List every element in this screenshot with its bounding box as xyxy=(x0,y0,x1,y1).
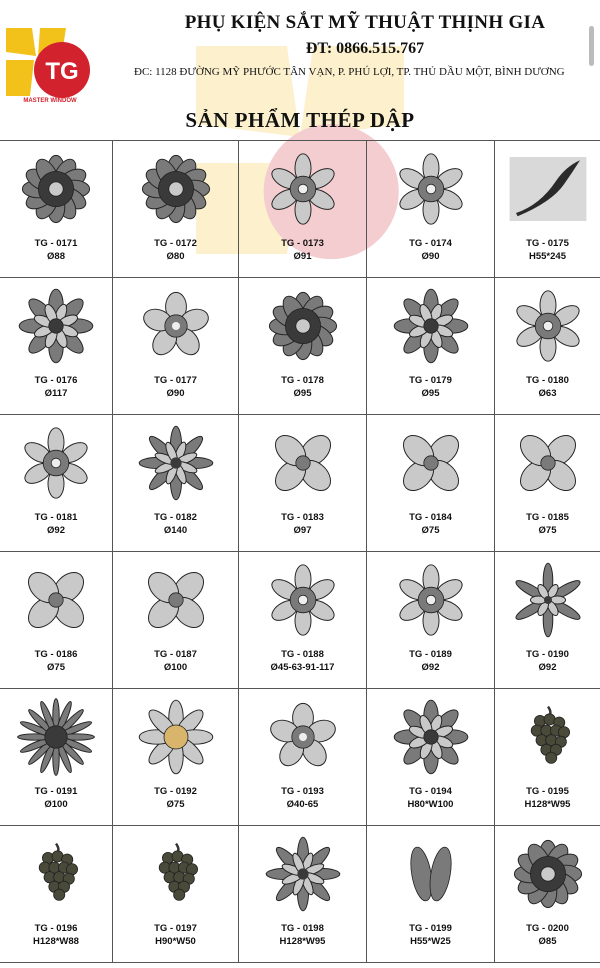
flower-five-petal-icon xyxy=(134,286,218,366)
snowflake-leaf-icon xyxy=(506,560,590,640)
product-size: H128*W88 xyxy=(33,936,79,947)
product-cell xyxy=(495,552,600,689)
sunflower-icon xyxy=(14,697,98,777)
product-cell xyxy=(239,552,367,689)
product-cell xyxy=(239,826,367,963)
star-flower-icon xyxy=(261,834,345,914)
product-caption xyxy=(495,648,600,674)
product-caption xyxy=(0,922,112,948)
product-cell xyxy=(113,141,239,278)
product-cell xyxy=(0,826,113,963)
product-code: TG - 0183 xyxy=(281,512,324,523)
flower-six-petal-icon xyxy=(389,149,473,229)
product-caption xyxy=(495,922,600,948)
product-size: Ø90 xyxy=(421,251,440,262)
four-leaf-icon xyxy=(134,560,218,640)
product-cell xyxy=(113,278,239,415)
product-cell xyxy=(113,689,239,826)
flower-rosette-icon xyxy=(134,149,218,229)
product-size: Ø63 xyxy=(538,388,557,399)
product-code: TG - 0191 xyxy=(34,786,78,797)
product-code: TG - 0179 xyxy=(409,375,452,386)
product-size: H128*W95 xyxy=(279,936,326,947)
product-cell xyxy=(0,689,113,826)
flower-layered-icon xyxy=(389,286,473,366)
product-cell xyxy=(113,552,239,689)
product-caption xyxy=(113,237,238,263)
product-code: TG - 0196 xyxy=(34,923,78,934)
flower-six-petal-icon xyxy=(261,149,345,229)
grape-cluster-icon xyxy=(506,697,590,777)
product-cell xyxy=(239,278,367,415)
product-cell xyxy=(367,826,495,963)
product-cell xyxy=(495,415,600,552)
product-cell xyxy=(0,141,113,278)
product-size: Ø95 xyxy=(293,388,312,399)
double-leaf-icon xyxy=(389,834,473,914)
product-cell xyxy=(367,278,495,415)
product-size: Ø88 xyxy=(47,251,65,262)
product-caption xyxy=(113,922,238,948)
grape-cluster-icon xyxy=(134,834,218,914)
product-caption xyxy=(0,785,112,811)
product-size: H55*245 xyxy=(529,251,566,262)
product-code: TG - 0193 xyxy=(281,786,324,797)
product-code: TG - 0192 xyxy=(154,786,197,797)
product-caption xyxy=(367,511,494,537)
product-caption xyxy=(239,511,366,537)
product-caption xyxy=(239,374,366,400)
flower-rosette-icon xyxy=(506,834,590,914)
header xyxy=(0,0,600,140)
product-caption xyxy=(113,511,238,537)
product-size: Ø75 xyxy=(166,799,185,810)
product-size: Ø85 xyxy=(538,936,557,947)
product-cell xyxy=(239,689,367,826)
product-code: TG - 0194 xyxy=(409,786,452,797)
logo-subtext: MASTER WINDOW xyxy=(23,98,77,104)
product-caption xyxy=(495,374,600,400)
product-size: H128*W95 xyxy=(524,799,571,810)
product-code: TG - 0172 xyxy=(154,238,197,249)
product-code: TG - 0186 xyxy=(34,649,78,660)
product-size: Ø95 xyxy=(421,388,440,399)
product-code: TG - 0171 xyxy=(34,238,78,249)
product-size: H55*W25 xyxy=(410,936,451,947)
product-caption xyxy=(0,511,112,537)
four-leaf-icon xyxy=(506,423,590,503)
product-caption xyxy=(367,785,494,811)
product-size: Ø92 xyxy=(421,662,440,673)
product-caption xyxy=(239,237,366,263)
product-size: H80*W100 xyxy=(407,799,454,810)
four-leaf-icon xyxy=(389,423,473,503)
product-cell xyxy=(113,826,239,963)
product-size: Ø92 xyxy=(47,525,65,536)
product-size: Ø80 xyxy=(166,251,185,262)
company-phone: ĐT: 0866.515.767 xyxy=(305,40,425,57)
product-caption xyxy=(113,785,238,811)
logo-text: TG xyxy=(45,58,79,85)
product-cell xyxy=(239,415,367,552)
product-size: Ø92 xyxy=(538,662,557,673)
product-caption xyxy=(239,922,366,948)
product-cell xyxy=(367,689,495,826)
flower-layered-icon xyxy=(389,697,473,777)
flower-rosette-icon xyxy=(14,149,98,229)
grape-cluster-icon xyxy=(14,834,98,914)
product-cell xyxy=(0,415,113,552)
product-code: TG - 0181 xyxy=(34,512,78,523)
product-caption xyxy=(367,374,494,400)
product-caption xyxy=(113,374,238,400)
flower-five-petal-icon xyxy=(261,697,345,777)
four-leaf-icon xyxy=(261,423,345,503)
product-code: TG - 0175 xyxy=(526,238,569,249)
star-flower-icon xyxy=(134,423,218,503)
product-cell xyxy=(239,141,367,278)
company-name: PHỤ KIỆN SẮT MỸ THUẬT THỊNH GIA xyxy=(184,12,546,33)
product-size: Ø40-65 xyxy=(286,799,319,810)
product-size: Ø100 xyxy=(44,799,68,810)
product-size: Ø75 xyxy=(421,525,440,536)
product-size: Ø91 xyxy=(293,251,312,262)
product-cell xyxy=(367,552,495,689)
product-code: TG - 0182 xyxy=(154,512,197,523)
product-size: Ø117 xyxy=(44,388,68,399)
product-caption xyxy=(495,511,600,537)
product-code: TG - 0174 xyxy=(409,238,452,249)
product-cell xyxy=(367,141,495,278)
product-code: TG - 0199 xyxy=(409,923,452,934)
product-size: H90*W50 xyxy=(155,936,196,947)
product-code: TG - 0173 xyxy=(281,238,324,249)
product-cell xyxy=(0,552,113,689)
product-code: TG - 0178 xyxy=(281,375,324,386)
flower-six-petal-icon xyxy=(14,423,98,503)
product-cell xyxy=(0,278,113,415)
daisy-icon xyxy=(134,697,218,777)
product-size: Ø140 xyxy=(163,525,188,536)
product-size: Ø90 xyxy=(166,388,185,399)
product-code: TG - 0195 xyxy=(526,786,569,797)
flower-layered-icon xyxy=(14,286,98,366)
scrollbar-thumb[interactable] xyxy=(589,26,594,66)
flower-six-petal-icon xyxy=(389,560,473,640)
product-code: TG - 0190 xyxy=(526,649,569,660)
product-caption xyxy=(495,237,600,263)
product-code: TG - 0189 xyxy=(409,649,452,660)
product-cell xyxy=(495,826,600,963)
product-code: TG - 0200 xyxy=(526,923,569,934)
flower-six-petal-icon xyxy=(506,286,590,366)
product-code: TG - 0185 xyxy=(526,512,569,523)
product-code: TG - 0198 xyxy=(281,923,324,934)
product-caption xyxy=(367,922,494,948)
product-size: Ø97 xyxy=(293,525,312,536)
company-address: ĐC: 1128 ĐƯỜNG MỸ PHƯỚC TÂN VẠN, P. PHÚ LỢI, TP. THỦ DẦU MỘT, BÌNH DƯƠNG xyxy=(134,66,565,78)
product-caption xyxy=(0,374,112,400)
product-code: TG - 0176 xyxy=(34,375,78,386)
product-caption xyxy=(367,648,494,674)
leaf-scroll-icon xyxy=(506,149,590,229)
product-size: Ø75 xyxy=(538,525,557,536)
product-caption xyxy=(367,237,494,263)
flower-six-petal-icon xyxy=(261,560,345,640)
product-code: TG - 0184 xyxy=(409,512,452,523)
product-caption xyxy=(0,237,112,263)
product-cell xyxy=(495,689,600,826)
product-code: TG - 0188 xyxy=(281,649,324,660)
product-caption xyxy=(239,785,366,811)
product-code: TG - 0187 xyxy=(154,649,197,660)
product-caption xyxy=(495,785,600,811)
section-title: SẢN PHẨM THÉP DẬP xyxy=(185,108,415,132)
product-cell xyxy=(113,415,239,552)
product-cell xyxy=(495,278,600,415)
company-logo xyxy=(2,22,94,104)
product-size: Ø100 xyxy=(163,662,188,673)
product-cell xyxy=(367,415,495,552)
product-grid xyxy=(0,140,600,965)
four-leaf-icon xyxy=(14,560,98,640)
product-size: Ø75 xyxy=(47,662,65,673)
product-cell xyxy=(495,141,600,278)
product-code: TG - 0197 xyxy=(154,923,197,934)
product-size: Ø45-63-91-117 xyxy=(270,662,335,673)
product-code: TG - 0177 xyxy=(154,375,197,386)
product-caption xyxy=(239,648,366,674)
product-code: TG - 0180 xyxy=(526,375,569,386)
flower-rosette-icon xyxy=(261,286,345,366)
product-caption xyxy=(0,648,112,674)
product-caption xyxy=(113,648,238,674)
